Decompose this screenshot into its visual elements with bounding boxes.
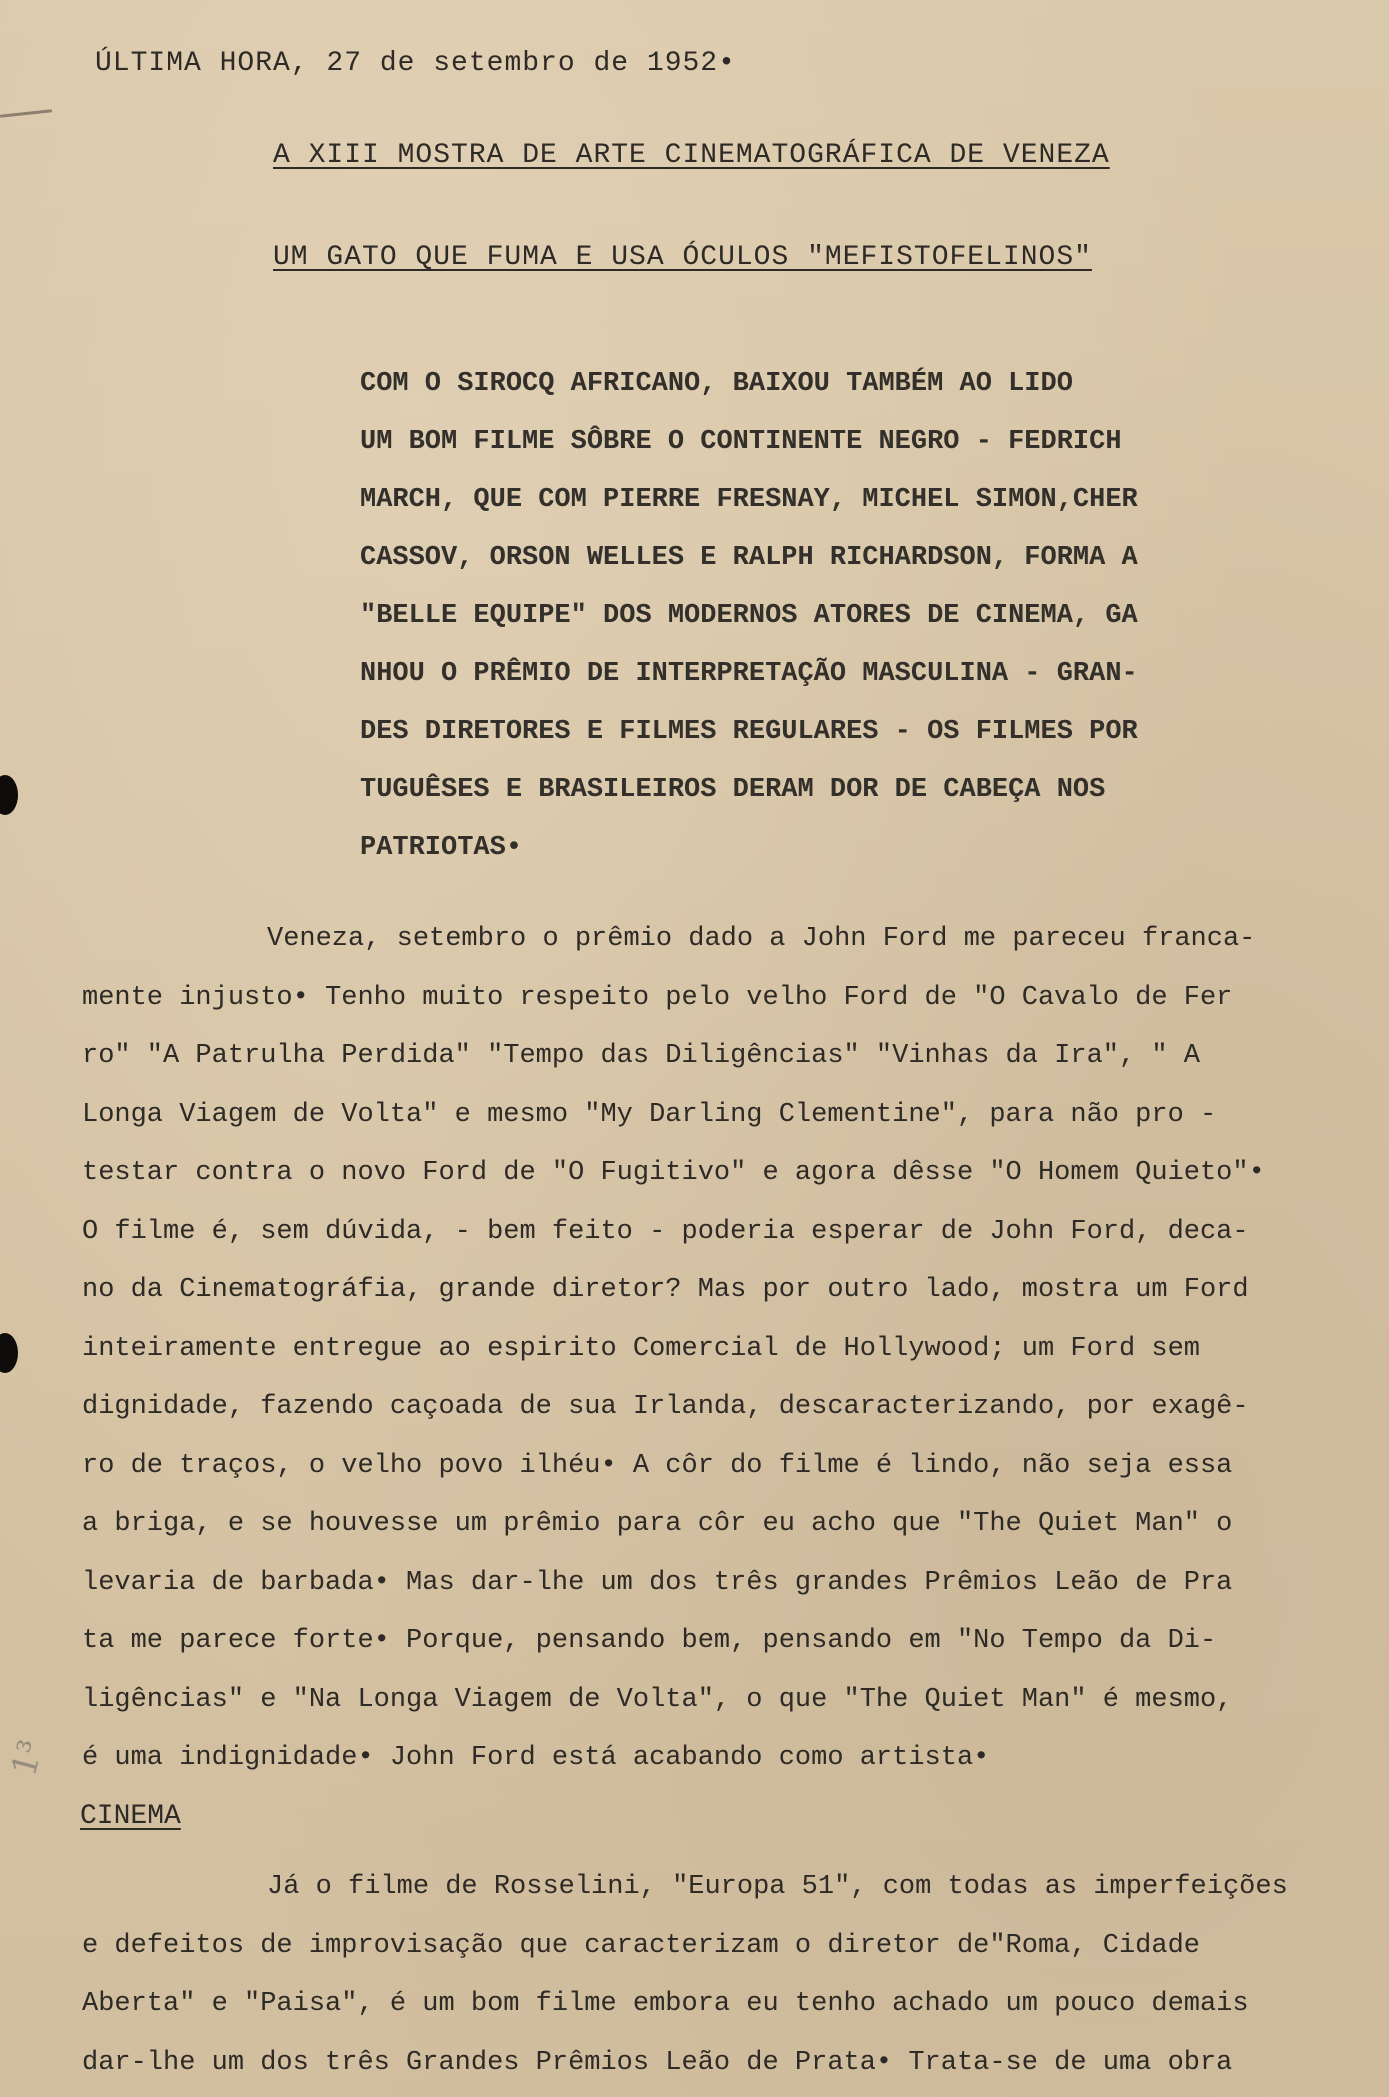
- margin-pencil-mark: [0, 109, 52, 117]
- paragraph-line: ro de traços, o velho povo ilhéu• A côr do filme é lindo, não seja essa: [82, 1450, 1233, 1481]
- paragraph-line: dar-lhe um dos três Grandes Prêmios Leão de Prata• Trata-se de uma obra: [82, 2047, 1233, 2078]
- paragraph-line: dignidade, fazendo caçoada de sua Irlanda, descaracterizando, por exagê-: [82, 1392, 1249, 1422]
- summary-line: UM BOM FILME SÔBRE O CONTINENTE NEGRO - FEDRICH: [360, 427, 1122, 457]
- paragraph-line: ta me parece forte• Porque, pensando bem, pensando em "No Tempo da Di-: [82, 1626, 1217, 1656]
- paragraph-line: testar contra o novo Ford de "O Fugitivo" e agora dêsse "O Homem Quieto"•: [82, 1158, 1265, 1188]
- summary-line: "BELLE EQUIPE" DOS MODERNOS ATORES DE CINEMA, GA: [360, 601, 1138, 631]
- summary-line: TUGUÊSES E BRASILEIROS DERAM DOR DE CABEÇA NOS: [360, 775, 1106, 805]
- paragraph-2: [82, 1858, 1372, 2092]
- paragraph-line: ligências" e "Na Longa Viagem de Volta", o que "The Quiet Man" é mesmo,: [82, 1684, 1233, 1715]
- paragraph-line: mente injusto• Tenho muito respeito pelo velho Ford de "O Cavalo de Fer: [82, 982, 1233, 1013]
- paragraph-line: Aberta" e "Paisa", é um bom filme embora eu tenho achado um pouco demais: [82, 1989, 1249, 2019]
- paragraph-line: levaria de barbada• Mas dar-lhe um dos três grandes Prêmios Leão de Pra: [82, 1567, 1233, 1598]
- paragraph-line: Veneza, setembro o prêmio dado a John Ford me pareceu franca-: [267, 924, 1256, 954]
- summary-line: NHOU O PRÊMIO DE INTERPRETAÇÃO MASCULINA - GRAN-: [360, 659, 1138, 689]
- paragraph-line: a briga, e se houvesse um prêmio para côr eu acho que "The Quiet Man" o: [82, 1509, 1233, 1539]
- summary-line: MARCH, QUE COM PIERRE FRESNAY, MICHEL SIMON,CHER: [360, 485, 1138, 515]
- paragraph-line: O filme é, sem dúvida, - bem feito - poderia esperar de John Ford, deca-: [82, 1216, 1249, 1247]
- section-label: CINEMA: [80, 1801, 181, 1832]
- punch-hole-top: [0, 775, 18, 815]
- paragraph-line: ro" "A Patrulha Perdida" "Tempo das Diligências" "Vinhas da Ira", " A: [82, 1041, 1200, 1071]
- paragraph-line: Já o filme de Rosselini, "Europa 51", com todas as imperfeições: [267, 1872, 1288, 1902]
- summary-line: DES DIRETORES E FILMES REGULARES - OS FILMES POR: [360, 717, 1138, 747]
- paragraph-line: é uma indignidade• John Ford está acabando como artista•: [82, 1743, 990, 1773]
- punch-hole-bottom: [0, 1333, 18, 1373]
- summary-line: CASSOV, ORSON WELLES E RALPH RICHARDSON, FORMA A: [360, 543, 1138, 573]
- summary-line: PATRIOTAS•: [360, 833, 523, 863]
- summary-line: COM O SIROCQ AFRICANO, BAIXOU TAMBÉM AO LIDO: [360, 369, 1073, 399]
- headline-subtitle: UM GATO QUE FUMA E USA ÓCULOS "MEFISTOFELINOS": [273, 242, 1092, 273]
- handwritten-margin-note: 1³: [4, 1735, 52, 1781]
- paragraph-line: Longa Viagem de Volta" e mesmo "My Darling Clementine", para não pro -: [82, 1099, 1217, 1130]
- paragraph-line: e defeitos de improvisação que caracterizam o diretor de"Roma, Cidade: [82, 1930, 1200, 1961]
- paragraph-1: [82, 910, 1372, 1788]
- dateline: ÚLTIMA HORA, 27 de setembro de 1952•: [95, 48, 736, 79]
- paragraph-line: no da Cinematográfia, grande diretor? Mas por outro lado, mostra um Ford: [82, 1275, 1249, 1305]
- paragraph-line: inteiramente entregue ao espirito Comercial de Hollywood; um Ford sem: [82, 1333, 1200, 1364]
- headline-title: A XIII MOSTRA DE ARTE CINEMATOGRÁFICA DE VENEZA: [273, 140, 1110, 171]
- summary-block: [360, 355, 1240, 877]
